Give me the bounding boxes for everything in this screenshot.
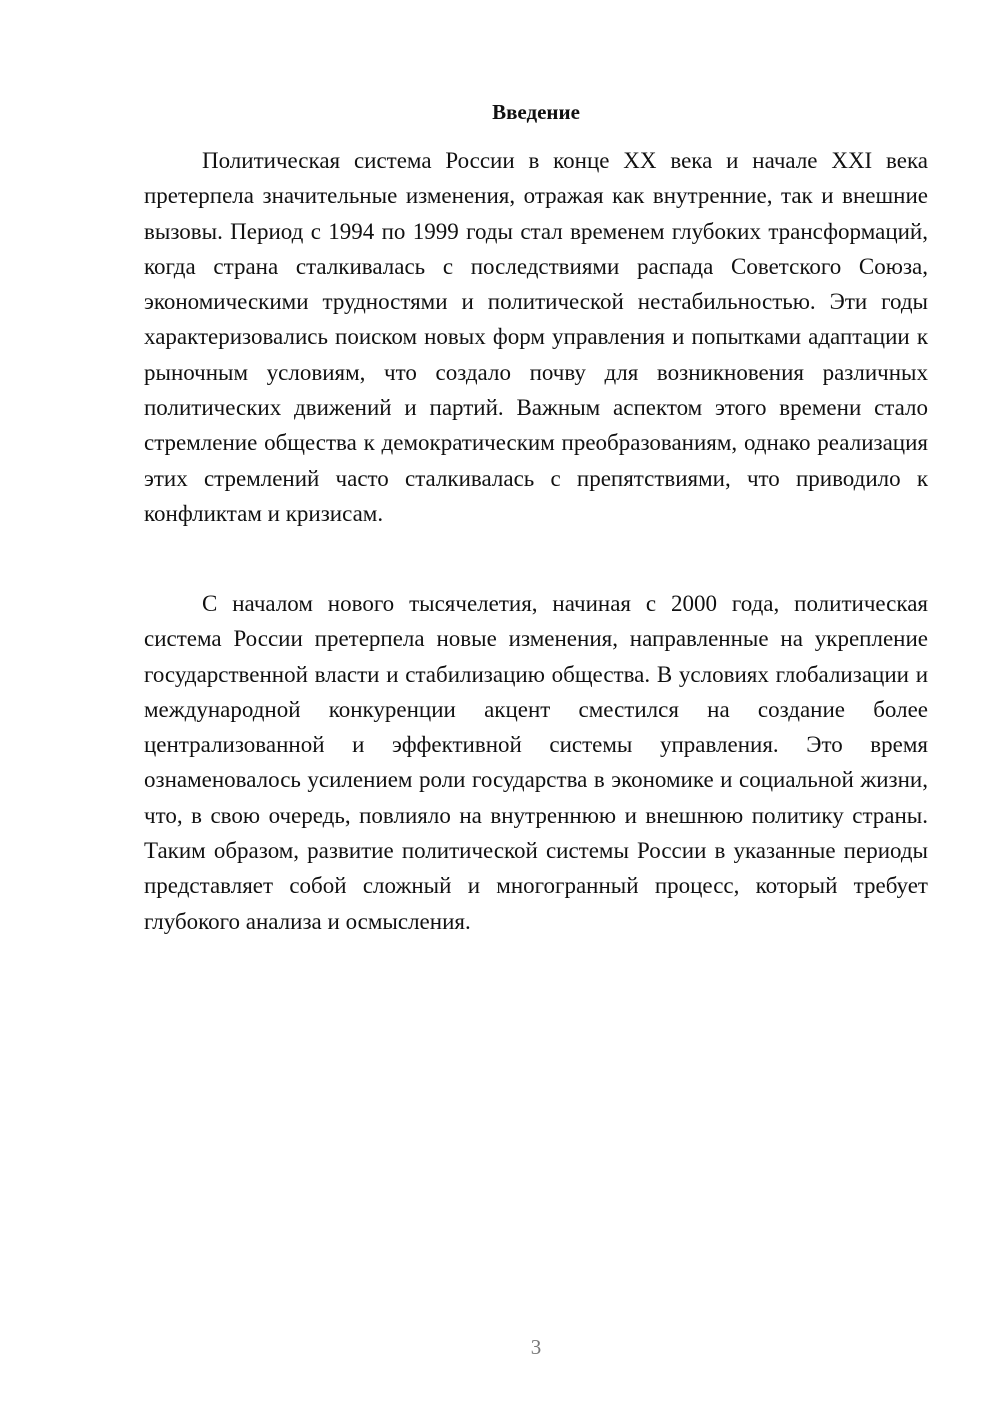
paragraph-1: Политическая система России в конце XX века и начале XXI века претерпела значительные изменения, отражая как внутренние, так и внешние вызовы. Период с 1994 по 1999 годы стал временем глубоких трансформаций, когда страна сталкивалась с последствиями распада Советского Союза, экономическими трудностями и политической нестабильностью. Эти годы характеризовались поиском новых форм управления и попытками адаптации к рыночным условиям, что создало почву для возникновения различных политических движений и партий. Важным аспектом этого времени стало стремление общества к демократическим преобразованиям, однако реализация этих стремлений часто сталкивалась с препятствиями, что приводило к конфликтам и кризисам.: [144, 148, 928, 526]
paragraph-2: С началом нового тысячелетия, начиная с 2000 года, политическая система России претерпела новые изменения, направленные на укрепление государственной власти и стабилизацию общества. В условиях глобализации и международной конкуренции акцент сместился на создание более централизованной и эффективной системы управления. Это время ознаменовалось усилением роли государства в экономике и социальной жизни, что, в свою очередь, повлияло на внутреннюю и внешнюю политику страны. Таким образом, развитие политической системы России в указанные периоды представляет собой сложный и многогранный процесс, который требует глубокого анализа и осмысления.: [144, 591, 928, 934]
page-number: 3: [530, 1335, 542, 1359]
section-heading: Введение: [492, 100, 580, 124]
